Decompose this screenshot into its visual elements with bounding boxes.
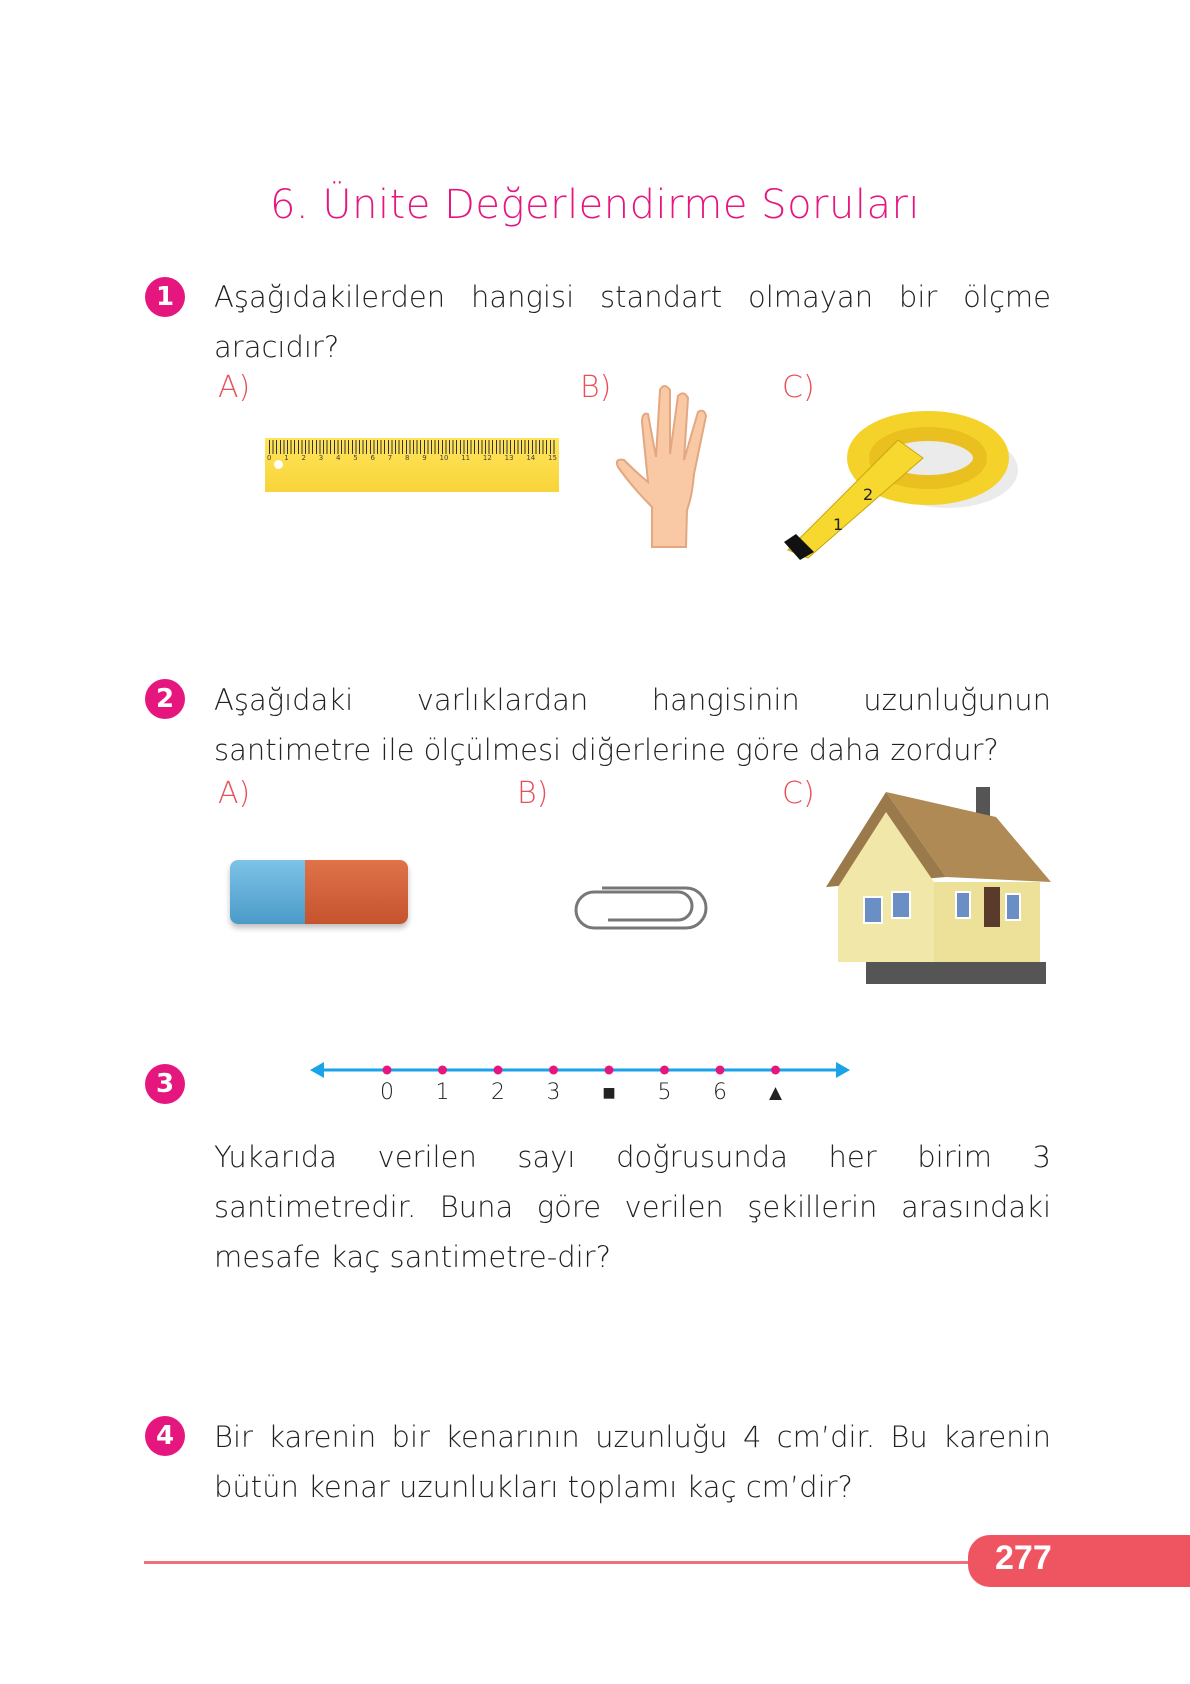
- question-4-badge: 4: [145, 1416, 185, 1456]
- q1-option-c-label[interactable]: C): [782, 370, 815, 405]
- q1-option-b-label[interactable]: B): [580, 370, 612, 405]
- ruler-number: 8: [405, 454, 410, 462]
- number-line-label: 3: [546, 1080, 561, 1105]
- ruler-number: 3: [318, 454, 324, 462]
- eraser-blue-part: [230, 860, 305, 924]
- number-line-point: [549, 1066, 558, 1075]
- ruler-number: 10: [439, 454, 449, 462]
- eraser-image[interactable]: [230, 860, 408, 924]
- number-line-point: [660, 1066, 669, 1075]
- ruler-number: 15: [548, 454, 557, 462]
- question-3-badge: 3: [145, 1064, 185, 1104]
- q2-option-a-label[interactable]: A): [218, 776, 251, 811]
- number-line-label: 5: [657, 1080, 672, 1105]
- ruler-number: 0: [267, 454, 272, 462]
- ruler-hole: [274, 460, 283, 469]
- ruler-number: 4: [336, 454, 341, 462]
- house-image[interactable]: [826, 782, 1051, 987]
- ruler-number: 7: [387, 454, 393, 462]
- right-arrow-icon: [836, 1062, 850, 1078]
- tape-number-1: 1: [833, 515, 844, 534]
- question-2-text: Aşağıdaki varlıklardan hangisinin uzunluğunun santimetre ile ölçülmesi diğerlerine göre daha zordur?: [214, 683, 1051, 767]
- paperclip-image[interactable]: [572, 884, 710, 932]
- number-line-point: [771, 1066, 780, 1075]
- tape-number-2: 2: [863, 485, 874, 504]
- ruler-ticks: [269, 440, 555, 454]
- footer-line: [144, 1561, 974, 1564]
- number-line-point: [605, 1066, 614, 1075]
- question-2-badge: 2: [145, 679, 185, 719]
- number-line-point: [494, 1066, 503, 1075]
- left-arrow-icon: [310, 1062, 324, 1078]
- q1-option-a-label[interactable]: A): [218, 370, 251, 405]
- number-line-point: [383, 1066, 392, 1075]
- q2-option-b-label[interactable]: B): [517, 776, 549, 811]
- number-line-point: [716, 1066, 725, 1075]
- page-title: 6. Ünite Değerlendirme Soruları: [269, 182, 921, 228]
- question-4-text: Bir karenin bir kenarının uzunluğu 4 cm’dir. Bu karenin bütün kenar uzunlukları toplamı kaç cm’dir?: [214, 1420, 1051, 1504]
- ruler-number: 11: [461, 454, 471, 462]
- ruler-number: 2: [301, 454, 306, 462]
- ruler-number: 9: [422, 454, 427, 462]
- ruler-number: 14: [526, 454, 536, 462]
- question-1-badge: 1: [145, 277, 185, 317]
- page-number: 277: [995, 1539, 1052, 1577]
- ruler-image[interactable]: [265, 438, 559, 492]
- number-line-label: ▲: [764, 1081, 787, 1106]
- hand-image[interactable]: [612, 382, 727, 552]
- ruler-number: 5: [353, 454, 358, 462]
- question-3-text: Yukarıda verilen sayı doğrusunda her birim 3 santimetredir. Buna göre verilen şekillerin arasındaki mesafe kaç santimetre-dir?: [214, 1140, 1051, 1274]
- measuring-tape-image[interactable]: [778, 400, 1023, 560]
- number-line-label: 2: [491, 1080, 505, 1105]
- ruler-number: 6: [370, 454, 375, 462]
- number-line-label: ■: [602, 1081, 616, 1106]
- q2-option-c-label[interactable]: C): [782, 776, 815, 811]
- number-line-point: [438, 1066, 447, 1075]
- ruler-number: 1: [284, 454, 289, 462]
- number-line: [310, 1058, 850, 1082]
- question-1-text: Aşağıdakilerden hangisi standart olmayan bir ölçme aracıdır?: [214, 280, 1051, 364]
- eraser-red-part: [305, 860, 408, 924]
- number-line-label: 6: [713, 1080, 727, 1105]
- number-line-label: 1: [435, 1080, 450, 1105]
- ruler-number: 13: [504, 454, 514, 462]
- number-line-label: 0: [380, 1080, 394, 1105]
- ruler-numbers: [267, 454, 557, 462]
- ruler-number: 12: [482, 454, 492, 462]
